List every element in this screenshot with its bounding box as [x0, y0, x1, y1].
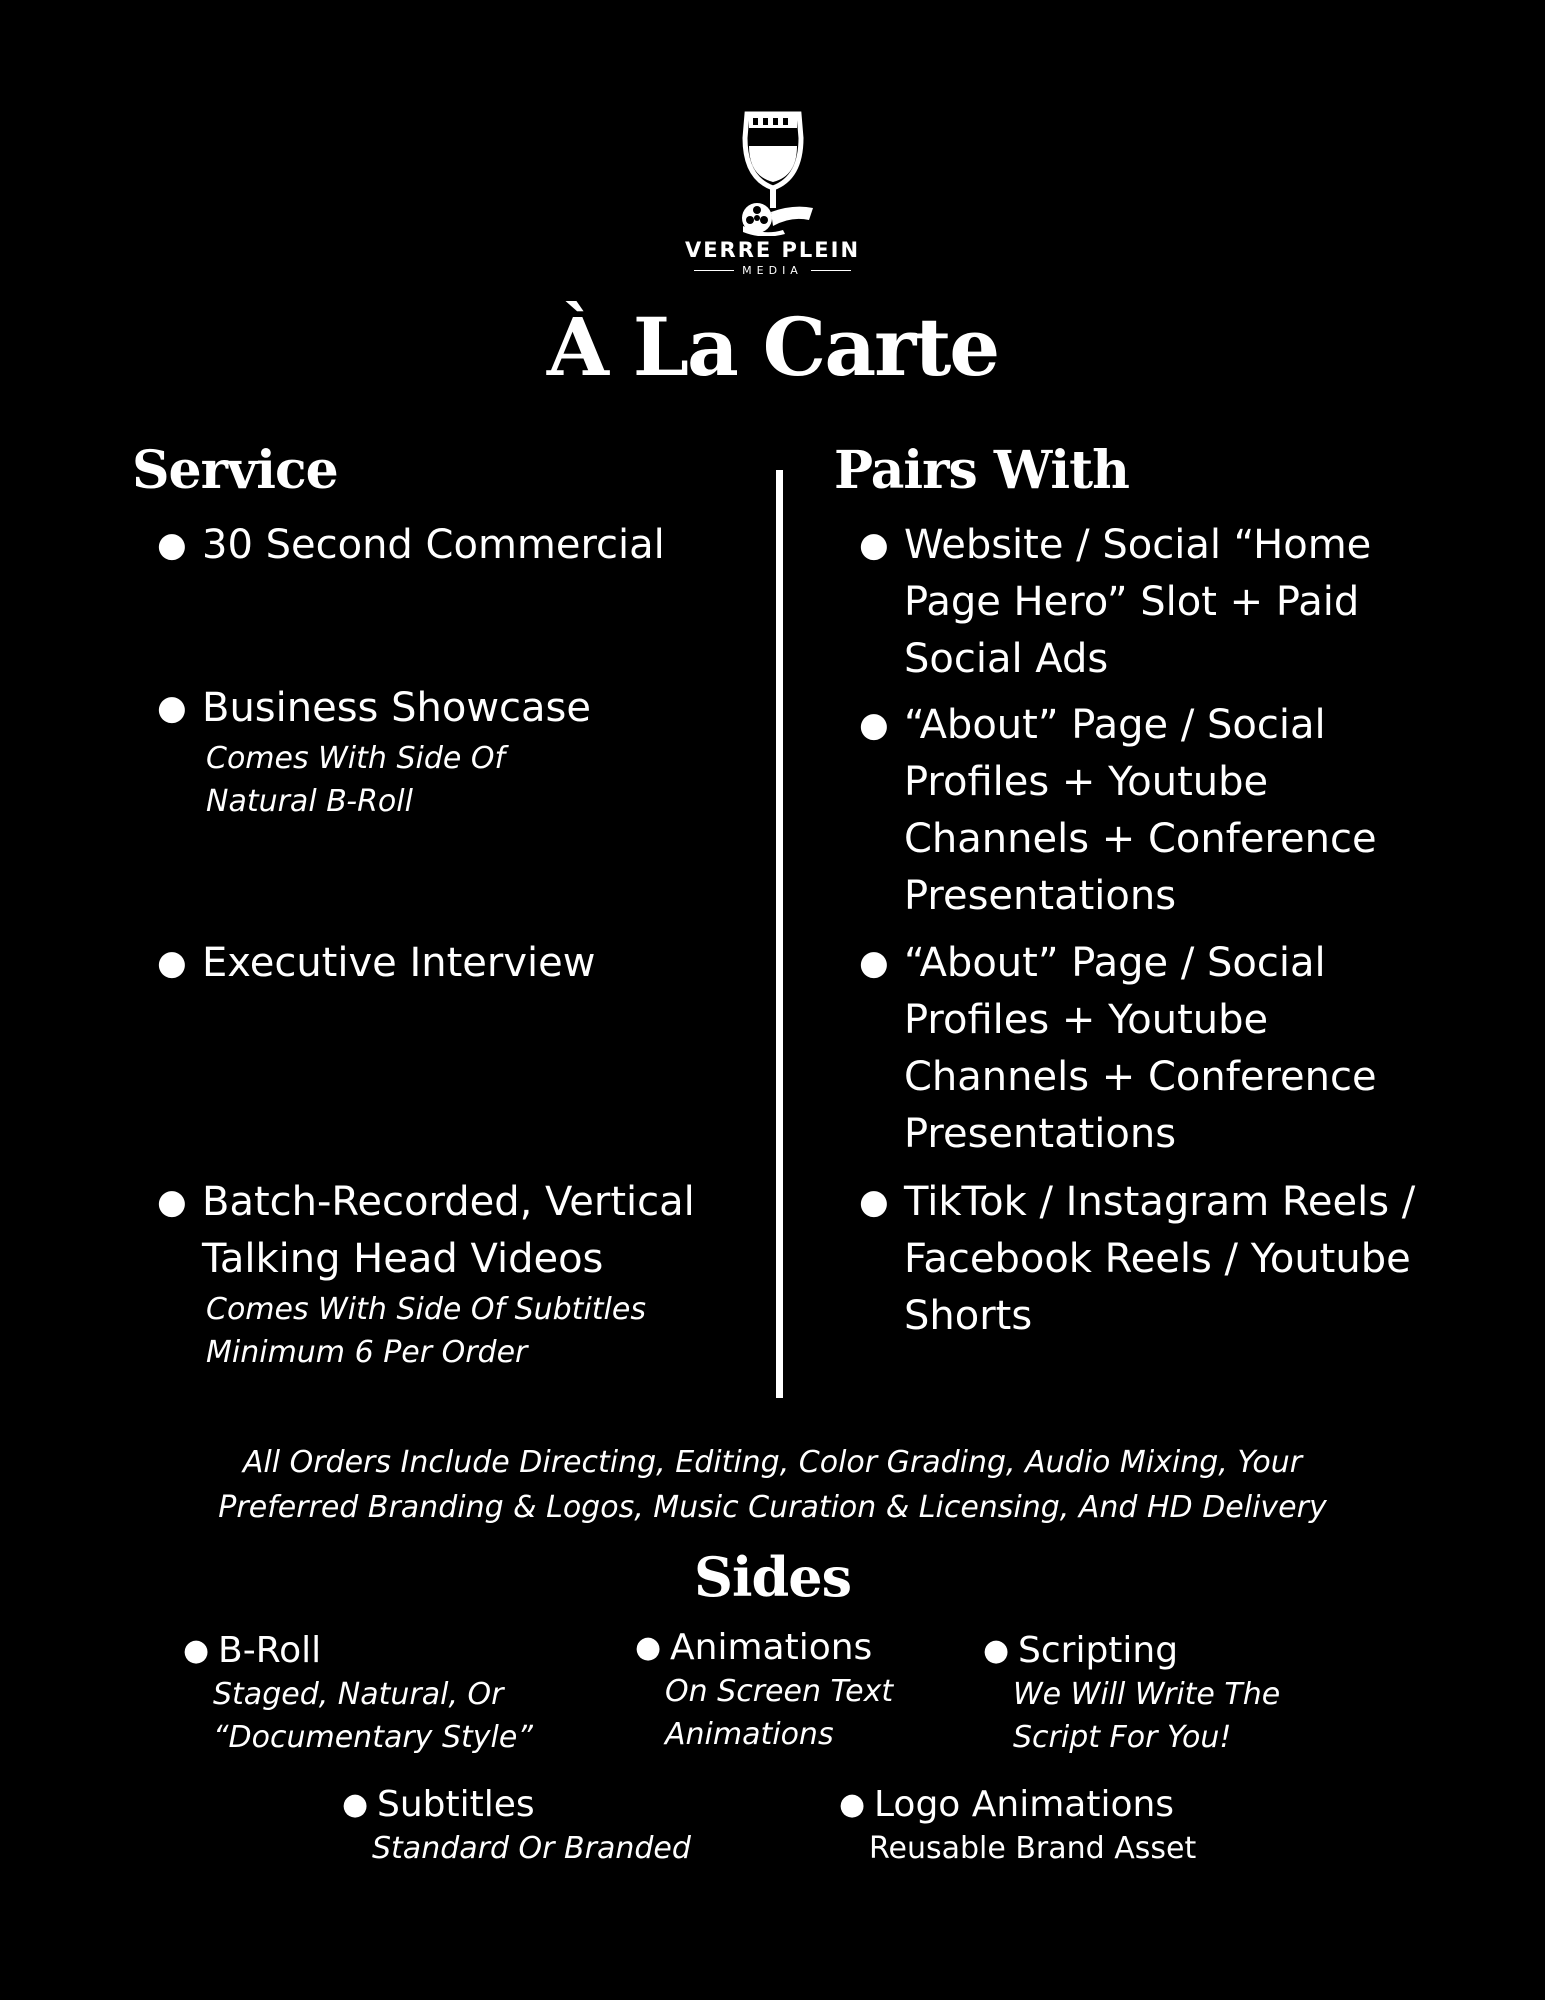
pairs-line: Profiles + Youtube — [904, 759, 1269, 805]
bullet-icon: ● — [859, 525, 889, 565]
footnote-line: All Orders Include Directing, Editing, Color Grading, Audio Mixing, Your — [242, 1445, 1303, 1480]
pairs-line: Channels + Conference — [904, 816, 1377, 862]
side-item — [183, 1628, 598, 1759]
side-note: We Will Write The — [1013, 1677, 1281, 1712]
pairs-line: Profiles + Youtube — [904, 997, 1269, 1043]
side-note: Staged, Natural, Or — [213, 1677, 504, 1712]
pairs-item — [859, 1174, 1524, 1345]
page-title: À La Carte — [546, 300, 999, 394]
bullet-icon: ● — [839, 1787, 866, 1822]
pairs-item — [859, 935, 1504, 1163]
side-note: On Screen Text — [665, 1674, 894, 1709]
brand-rule-right — [811, 270, 851, 271]
pairs-line: TikTok / Instagram Reels / — [904, 1179, 1416, 1225]
service-note: Comes With Side Of Subtitles — [206, 1292, 646, 1327]
side-note: Script For You! — [1013, 1720, 1232, 1755]
side-name: Animations — [670, 1627, 873, 1668]
service-item — [157, 680, 742, 823]
bullet-icon: ● — [983, 1633, 1010, 1668]
pairs-line: “About” Page / Social — [904, 940, 1326, 986]
brand-sub-row — [660, 264, 885, 277]
pairs-line: Presentations — [904, 873, 1177, 919]
bullet-icon: ● — [157, 943, 187, 983]
bullet-icon: ● — [183, 1633, 210, 1668]
bullet-icon: ● — [859, 943, 889, 983]
bullet-icon: ● — [157, 525, 187, 565]
service-item — [157, 517, 742, 574]
bullet-icon: ● — [342, 1787, 369, 1822]
brand-rule-left — [694, 270, 734, 271]
pairs-line: Channels + Conference — [904, 1054, 1377, 1100]
pairs-with-heading: Pairs With — [834, 440, 1129, 501]
orders-include-note — [0, 1440, 1545, 1530]
bullet-icon: ● — [859, 1182, 889, 1222]
brand-sub: MEDIA — [742, 264, 803, 277]
side-name: B-Roll — [218, 1630, 322, 1671]
brand-logo — [660, 108, 885, 277]
pairs-line: Presentations — [904, 1111, 1177, 1157]
bullet-icon: ● — [157, 688, 187, 728]
pairs-line: “About” Page / Social — [904, 702, 1326, 748]
sides-heading: Sides — [693, 1545, 852, 1609]
service-name-line: Batch-Recorded, Vertical — [202, 1179, 695, 1225]
wine-glass-film-reel-icon — [713, 108, 833, 236]
pairs-item — [859, 517, 1504, 688]
bullet-icon: ● — [157, 1182, 187, 1222]
column-divider — [776, 470, 783, 1398]
pairs-line: Website / Social “Home — [904, 522, 1372, 568]
pairs-item — [859, 697, 1504, 925]
pairs-line: Shorts — [904, 1293, 1033, 1339]
service-note: Natural B-Roll — [206, 784, 413, 819]
service-name: Executive Interview — [202, 940, 596, 986]
footnote-line: Preferred Branding & Logos, Music Curation & Licensing, And HD Delivery — [218, 1490, 1327, 1525]
side-item — [839, 1782, 1294, 1870]
pairs-line: Social Ads — [904, 636, 1109, 682]
service-name-line: Talking Head Videos — [202, 1236, 604, 1282]
bullet-icon: ● — [635, 1630, 662, 1665]
side-note: Animations — [665, 1717, 834, 1752]
side-item — [342, 1782, 777, 1870]
service-item — [157, 935, 742, 992]
side-name: Scripting — [1018, 1630, 1179, 1671]
service-name: Business Showcase — [202, 685, 591, 731]
side-item — [635, 1625, 970, 1756]
side-name: Logo Animations — [874, 1784, 1175, 1825]
pairs-line: Facebook Reels / Youtube — [904, 1236, 1411, 1282]
side-note: Reusable Brand Asset — [869, 1831, 1197, 1866]
service-heading: Service — [132, 440, 338, 501]
service-item — [157, 1174, 762, 1374]
side-note: “Documentary Style” — [213, 1720, 533, 1755]
brand-name: VERRE PLEIN — [684, 238, 861, 262]
bullet-icon: ● — [859, 705, 889, 745]
side-name: Subtitles — [377, 1784, 535, 1825]
pairs-line: Page Hero” Slot + Paid — [904, 579, 1360, 625]
service-note: Comes With Side Of — [206, 741, 506, 776]
side-item — [983, 1628, 1338, 1759]
side-note: Standard Or Branded — [372, 1831, 691, 1866]
service-name: 30 Second Commercial — [202, 522, 665, 568]
service-note: Minimum 6 Per Order — [206, 1335, 528, 1370]
